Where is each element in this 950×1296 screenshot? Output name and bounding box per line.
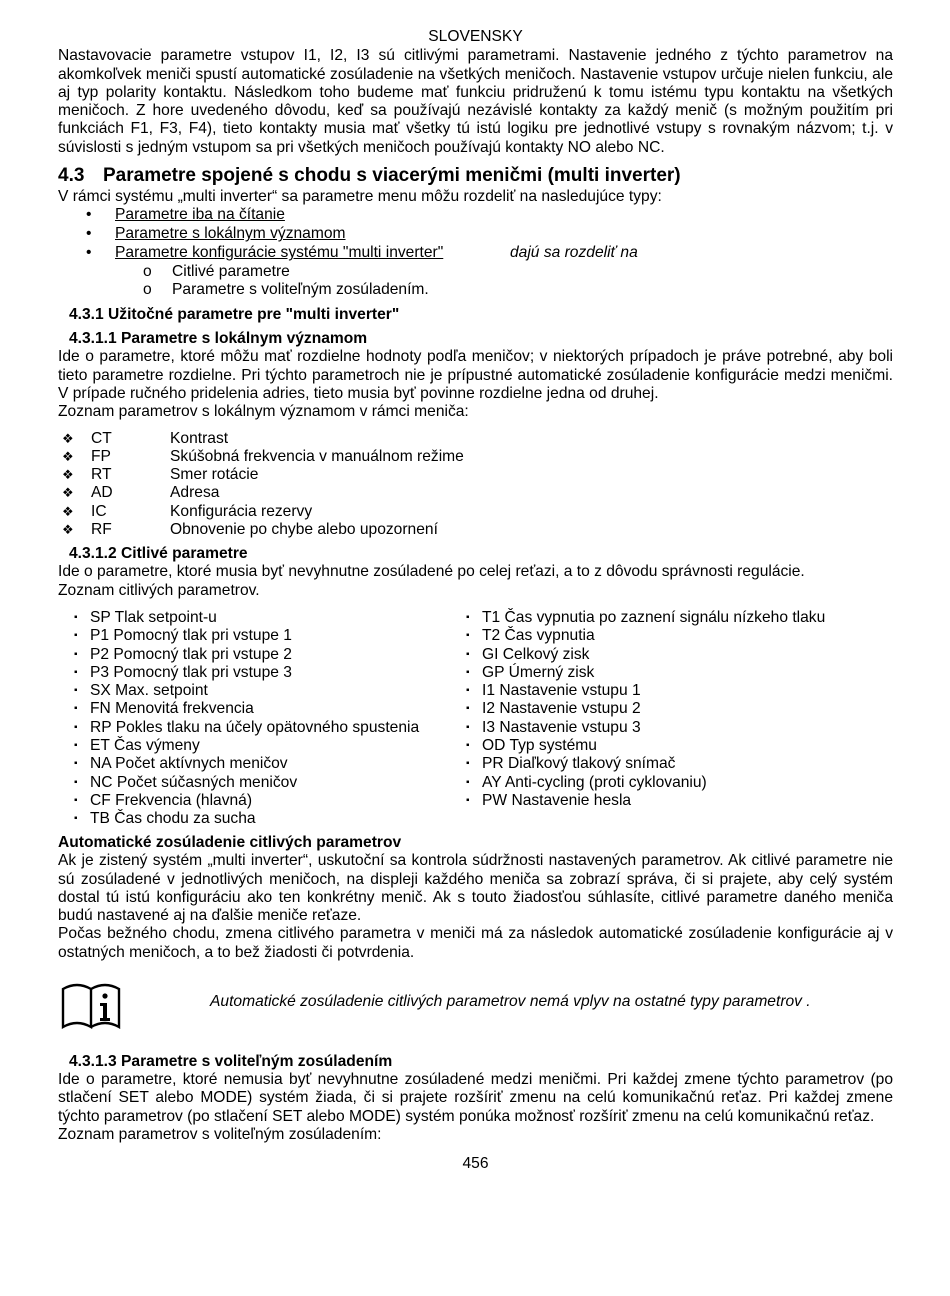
list-item (74, 737, 419, 755)
diamond-bullet-icon: ❖ (62, 503, 74, 519)
list-item (58, 521, 893, 539)
square-bullet-icon: ▪ (466, 721, 470, 733)
local-params-paragraph: Ide o parametre, ktoré môžu mať rozdielne hodnoty podľa meničov; v niektorých prípadoch je práve potrebné, aby boli tieto parametre rozdielne. Pri týchto parametroch nie je prípustné automatické zosúladenie konfigurácie medzi meničmi. V prípade ručného pridelenia adries, tieto musia byť povinne rozdielne jedna od druhej. (58, 348, 893, 402)
param-entry: PW Nastavenie hesla (482, 791, 632, 809)
sensitive-params-left-column (74, 609, 419, 829)
param-code: FP (91, 447, 111, 465)
square-bullet-icon: ▪ (74, 666, 78, 678)
square-bullet-icon: ▪ (74, 740, 78, 752)
list-item (466, 682, 825, 700)
square-bullet-icon: ▪ (74, 776, 78, 788)
subsection-heading-4-3-1-2: 4.3.1.2 Citlivé parametre (69, 545, 248, 563)
param-entry: GI Celkový zisk (482, 645, 590, 663)
list-item (466, 719, 825, 737)
bullet-icon: • (86, 225, 92, 243)
list-item (58, 263, 893, 281)
param-entry: NA Počet aktívnych meničov (90, 755, 288, 773)
section-lead: V rámci systému „multi inverter“ sa parametre menu môžu rozdeliť na nasledujúce typy: (58, 188, 662, 206)
square-bullet-icon: ▪ (74, 648, 78, 660)
square-bullet-icon: ▪ (74, 685, 78, 697)
param-code: IC (91, 502, 107, 520)
param-entry: T2 Čas vypnutia (482, 627, 595, 645)
info-note-text: Automatické zosúladenie citlivých parametrov nemá vplyv na ostatné typy parametrov . (210, 993, 811, 1011)
param-entry: RP Pokles tlaku na účely opätovného spustenia (90, 718, 420, 736)
sensitive-params-list-intro: Zoznam citlivých parametrov. (58, 581, 260, 599)
auto-sync-paragraph-2: Počas bežného chodu, zmena citlivého parametra v meniči má za následok automatické zosúladenie konfigurácie aj v ostatných meničoch, a to bež žiadosti či potvrdenia. (58, 925, 893, 961)
optional-sync-list-intro: Zoznam parametrov s voliteľným zosúladením: (58, 1125, 382, 1143)
square-bullet-icon: ▪ (74, 794, 78, 806)
auto-sync-heading: Automatické zosúladenie citlivých parametrov (58, 833, 402, 851)
param-description: Konfigurácia rezervy (170, 502, 313, 520)
param-entry: I3 Nastavenie vstupu 3 (482, 718, 641, 736)
parameter-types-list (58, 206, 893, 263)
list-item (466, 792, 825, 810)
bullet-icon: • (86, 206, 92, 224)
list-item (74, 700, 419, 718)
param-entry: SP Tlak setpoint-u (90, 608, 217, 626)
sensitive-params-paragraph: Ide o parametre, ktoré musia byť nevyhnutne zosúladené po celej reťazi, a to z dôvodu správnosti regulácie. (58, 563, 805, 581)
square-bullet-icon: ▪ (466, 776, 470, 788)
subtype-label: Citlivé parametre (172, 263, 290, 281)
list-item (58, 503, 893, 521)
optional-sync-paragraph: Ide o parametre, ktoré nemusia byť nevyhnutne zosúladené medzi meničmi. Pri každej zmene týchto parametrov (po stlačení SET alebo MODE) systém žiada, či si prajete rozšíriť zmenu na celú komunikačnú reťaz. Pri každej zmene týchto parametrov (po stlačení SET alebo MODE) systém ponúka možnosť rozšíriť zmenu na celú komunikačnú reťaz. (58, 1071, 893, 1125)
list-item (466, 627, 825, 645)
param-entry: OD Typ systému (482, 737, 597, 755)
subtype-label: Parametre s voliteľným zosúladením. (172, 281, 429, 299)
param-entry: T1 Čas vypnutia po zaznení signálu nízkeho tlaku (482, 608, 826, 626)
param-entry: P2 Pomocný tlak pri vstupe 2 (90, 645, 292, 663)
list-item (74, 664, 419, 682)
square-bullet-icon: ▪ (466, 648, 470, 660)
param-entry: SX Max. setpoint (90, 682, 208, 700)
list-item (58, 244, 893, 263)
circle-bullet-icon: o (143, 281, 152, 299)
list-item (74, 810, 419, 828)
diamond-bullet-icon: ❖ (62, 448, 74, 464)
list-item (466, 609, 825, 627)
auto-sync-paragraph: Ak je zistený systém „multi inverter“, uskutoční sa kontrola súdržnosti nastavených parametrov. Ak citlivé parametre nie sú zosúladené v jednotlivých meničoch, na displeji každého meniča sa zobrazí správa, či si prajete, aby celý systém dostal tú istú konfiguráciu ako ten konkrétny menič. Ak s touto žiadosťou súhlasíte, citlivé parametre daného meniča budú nastavené aj na ďalšie meniče reťaze. (58, 852, 893, 925)
list-item (74, 646, 419, 664)
types-note: dajú sa rozdeliť na (510, 244, 638, 262)
diamond-bullet-icon: ❖ (62, 522, 74, 538)
subsection-heading-4-3-1-3: 4.3.1.3 Parametre s voliteľným zosúladením (69, 1053, 393, 1071)
param-code: CT (91, 429, 112, 447)
param-code: AD (91, 484, 113, 502)
list-item (58, 430, 893, 448)
local-params-list-intro: Zoznam parametrov s lokálnym významom v rámci meniča: (58, 403, 469, 421)
list-item (58, 281, 893, 299)
param-entry: I2 Nastavenie vstupu 2 (482, 700, 641, 718)
list-item (58, 484, 893, 502)
list-item (466, 774, 825, 792)
subsection-heading-4-3-1: 4.3.1 Užitočné parametre pre "multi inverter" (69, 306, 400, 324)
type-label: Parametre iba na čítanie (115, 206, 285, 224)
list-item (466, 755, 825, 773)
param-entry: I1 Nastavenie vstupu 1 (482, 682, 641, 700)
square-bullet-icon: ▪ (466, 630, 470, 642)
square-bullet-icon: ▪ (74, 721, 78, 733)
square-bullet-icon: ▪ (74, 703, 78, 715)
list-item (74, 792, 419, 810)
square-bullet-icon: ▪ (466, 758, 470, 770)
param-description: Obnovenie po chybe alebo upozornení (170, 521, 438, 539)
square-bullet-icon: ▪ (466, 703, 470, 715)
list-item (466, 646, 825, 664)
list-item (74, 627, 419, 645)
list-item (74, 774, 419, 792)
list-item (466, 700, 825, 718)
info-book-icon (61, 981, 121, 1029)
square-bullet-icon: ▪ (466, 794, 470, 806)
list-item (74, 755, 419, 773)
info-note (58, 979, 893, 1043)
square-bullet-icon: ▪ (74, 611, 78, 623)
square-bullet-icon: ▪ (466, 685, 470, 697)
list-item (74, 609, 419, 627)
param-entry: AY Anti-cycling (proti cyklovaniu) (482, 773, 707, 791)
list-item (58, 225, 893, 244)
square-bullet-icon: ▪ (74, 630, 78, 642)
subtypes-list (58, 263, 893, 299)
sensitive-params-columns (58, 609, 893, 831)
type-label: Parametre konfigurácie systému "multi inverter" (115, 244, 444, 262)
list-item (58, 206, 893, 225)
param-description: Skúšobná frekvencia v manuálnom režime (170, 447, 464, 465)
local-params-list (58, 430, 893, 540)
list-item (74, 682, 419, 700)
param-entry: TB Čas chodu za sucha (90, 810, 256, 828)
param-entry: FN Menovitá frekvencia (90, 700, 254, 718)
square-bullet-icon: ▪ (466, 611, 470, 623)
param-code: RF (91, 521, 112, 539)
param-description: Adresa (170, 484, 220, 502)
param-entry: GP Úmerný zisk (482, 663, 595, 681)
param-entry: PR Diaľkový tlakový snímač (482, 755, 676, 773)
bullet-icon: • (86, 244, 92, 262)
diamond-bullet-icon: ❖ (62, 485, 74, 501)
section-number: 4.3 (58, 165, 85, 187)
param-entry: CF Frekvencia (hlavná) (90, 791, 253, 809)
page-number: 456 (462, 1155, 489, 1173)
page-header: SLOVENSKY (428, 28, 523, 45)
param-entry: P3 Pomocný tlak pri vstupe 3 (90, 663, 292, 681)
list-item (466, 664, 825, 682)
param-code: RT (91, 466, 112, 484)
list-item (58, 448, 893, 466)
diamond-bullet-icon: ❖ (62, 467, 74, 483)
circle-bullet-icon: o (143, 263, 152, 281)
diamond-bullet-icon: ❖ (62, 430, 74, 446)
document-page (58, 28, 893, 1174)
square-bullet-icon: ▪ (74, 758, 78, 770)
type-label: Parametre s lokálnym významom (115, 225, 346, 243)
param-entry: ET Čas výmeny (90, 737, 200, 755)
sensitive-params-right-column (466, 609, 825, 810)
param-description: Smer rotácie (170, 466, 259, 484)
square-bullet-icon: ▪ (74, 813, 78, 825)
param-entry: P1 Pomocný tlak pri vstupe 1 (90, 627, 292, 645)
list-item (58, 466, 893, 484)
list-item (74, 719, 419, 737)
list-item (466, 737, 825, 755)
section-heading (58, 165, 893, 187)
square-bullet-icon: ▪ (466, 740, 470, 752)
param-description: Kontrast (170, 429, 229, 447)
param-entry: NC Počet súčasných meničov (90, 773, 298, 791)
square-bullet-icon: ▪ (466, 666, 470, 678)
subsection-heading-4-3-1-1: 4.3.1.1 Parametre s lokálnym významom (69, 330, 368, 348)
section-title: Parametre spojené s chodu s viacerými meničmi (multi inverter) (103, 165, 681, 187)
intro-paragraph: Nastavovacie parametre vstupov I1, I2, I3 sú citlivými parametrami. Nastavenie jedného z týchto parametrov na akomkoľvek meniči spustí automatické zosúladenie na všetkých meničoch. Nastavenie vstupov určuje nielen funkciu, ale aj typ polarity kontaktu. Následkom toho budeme mať funkciu pridruženú k tomu istému typu kontaktu na všetkých meničoch. Z hore uvedeného dôvodu, keď sa používajú nezávislé kontakty za každý menič (s možným použitím pri funkciách F1, F3, F4), tieto kontakty musia mať všetky tú istú logiku pre jednotlivé vstupy s rovnakým názvom; t.j. v súvislosti s jedným vstupom sa pri všetkých meničoch používajú kontakty NO alebo NC. (58, 47, 893, 156)
